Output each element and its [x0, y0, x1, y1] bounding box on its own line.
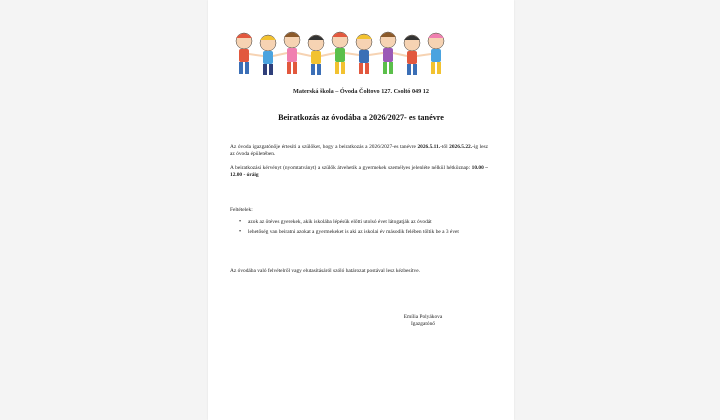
document-title: Beiratkozás az óvodába a 2026/2027- es tanévre	[278, 113, 444, 122]
document-page	[208, 0, 514, 420]
signatory-name: Emília Polyákova	[403, 314, 443, 320]
paragraph-text: -től	[440, 144, 450, 150]
conditions-list	[248, 219, 488, 240]
school-header: Materská škola – Óvoda Čoltovo 127. Csoltó 049 12	[293, 88, 429, 95]
list-item: • azok az ötéves gyerekek, akik iskolába lépésük előtti utolsó évet látogatják az óvodát	[248, 219, 488, 226]
decision-paragraph: Az óvodába való felvételről vagy elutasításáról szóló határozat postával lesz kézbesítve.	[230, 268, 420, 274]
list-item: • lehetőség van beiratni azokat a gyermekeket is aki az iskolai év második felében töltik be a 3 évet	[248, 229, 488, 236]
date-from: 2026.5.11.	[417, 144, 441, 150]
signature-block	[358, 314, 488, 329]
signatory-role: Igazgatónő	[411, 321, 435, 328]
date-to: 2026.5.22.	[449, 144, 473, 150]
enrollment-paragraph	[230, 144, 488, 159]
paragraph-text: Az óvoda igazgatónője értesíti a szülőket, hogy a beiratkozás a 2026/2027-es tanévre	[230, 144, 418, 150]
office-hours: 10.00 – 12.00 - óráig	[230, 165, 488, 179]
children-illustration	[230, 27, 458, 83]
paragraph-text: A beiratkozási kérvényt (nyomtatványt) a szülők átvehetik a gyermekek személyes jelenléte nélkül hétköznap:	[230, 165, 472, 171]
form-pickup-paragraph	[230, 165, 488, 180]
conditions-label: Feltételek:	[230, 207, 253, 213]
paragraph-text: -ig lesz az óvoda épületében.	[230, 144, 488, 158]
